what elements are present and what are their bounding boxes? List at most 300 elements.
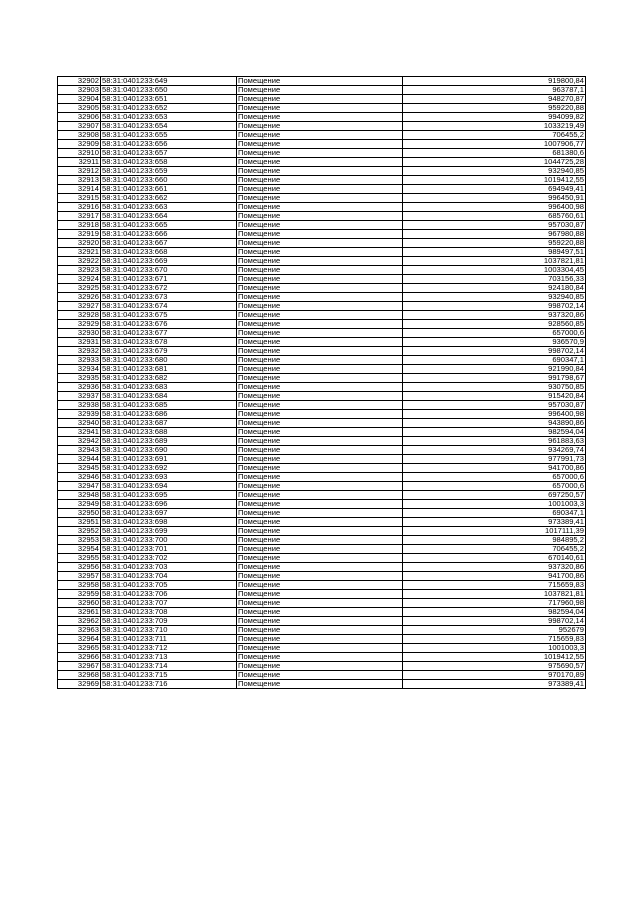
- cadastral-value-cell: 957030,87: [403, 401, 586, 410]
- cadastral-number-cell: 58:31:0401233:684: [101, 392, 237, 401]
- cadastral-number-cell: 58:31:0401233:688: [101, 428, 237, 437]
- cadastral-table: [57, 76, 586, 689]
- cadastral-number-cell: 58:31:0401233:660: [101, 176, 237, 185]
- cadastral-value-cell: 1019412,55: [403, 176, 586, 185]
- row-number-cell: 32950: [58, 509, 101, 518]
- cadastral-number-cell: 58:31:0401233:698: [101, 518, 237, 527]
- object-type-cell: Помещение: [237, 302, 403, 311]
- row-number-cell: 32939: [58, 410, 101, 419]
- row-number-cell: 32920: [58, 239, 101, 248]
- cadastral-value-cell: 681380,6: [403, 149, 586, 158]
- table-body: [58, 77, 586, 689]
- row-number-cell: 32902: [58, 77, 101, 86]
- cadastral-number-cell: 58:31:0401233:676: [101, 320, 237, 329]
- row-number-cell: 32915: [58, 194, 101, 203]
- table-row: [58, 311, 586, 320]
- cadastral-value-cell: 996400,98: [403, 203, 586, 212]
- cadastral-number-cell: 58:31:0401233:703: [101, 563, 237, 572]
- row-number-cell: 32935: [58, 374, 101, 383]
- row-number-cell: 32925: [58, 284, 101, 293]
- cadastral-number-cell: 58:31:0401233:667: [101, 239, 237, 248]
- object-type-cell: Помещение: [237, 437, 403, 446]
- row-number-cell: 32909: [58, 140, 101, 149]
- object-type-cell: Помещение: [237, 320, 403, 329]
- object-type-cell: Помещение: [237, 518, 403, 527]
- table-row: [58, 374, 586, 383]
- row-number-cell: 32916: [58, 203, 101, 212]
- cadastral-number-cell: 58:31:0401233:654: [101, 122, 237, 131]
- table-row: [58, 410, 586, 419]
- row-number-cell: 32908: [58, 131, 101, 140]
- object-type-cell: Помещение: [237, 680, 403, 689]
- table-row: [58, 239, 586, 248]
- object-type-cell: Помещение: [237, 500, 403, 509]
- table-row: [58, 167, 586, 176]
- cadastral-number-cell: 58:31:0401233:693: [101, 473, 237, 482]
- row-number-cell: 32960: [58, 599, 101, 608]
- cadastral-number-cell: 58:31:0401233:706: [101, 590, 237, 599]
- cadastral-number-cell: 58:31:0401233:675: [101, 311, 237, 320]
- cadastral-value-cell: 694949,41: [403, 185, 586, 194]
- cadastral-number-cell: 58:31:0401233:691: [101, 455, 237, 464]
- table-row: [58, 302, 586, 311]
- cadastral-number-cell: 58:31:0401233:663: [101, 203, 237, 212]
- cadastral-value-cell: 657000,6: [403, 329, 586, 338]
- cadastral-number-cell: 58:31:0401233:715: [101, 671, 237, 680]
- table-row: [58, 599, 586, 608]
- object-type-cell: Помещение: [237, 410, 403, 419]
- row-number-cell: 32924: [58, 275, 101, 284]
- cadastral-number-cell: 58:31:0401233:678: [101, 338, 237, 347]
- row-number-cell: 32953: [58, 536, 101, 545]
- row-number-cell: 32910: [58, 149, 101, 158]
- cadastral-value-cell: 998702,14: [403, 617, 586, 626]
- table-row: [58, 653, 586, 662]
- cadastral-value-cell: 685760,61: [403, 212, 586, 221]
- cadastral-value-cell: 975690,57: [403, 662, 586, 671]
- object-type-cell: Помещение: [237, 662, 403, 671]
- table-row: [58, 122, 586, 131]
- table-row: [58, 257, 586, 266]
- table-row: [58, 356, 586, 365]
- table-row: [58, 86, 586, 95]
- cadastral-value-cell: 657000,6: [403, 473, 586, 482]
- cadastral-number-cell: 58:31:0401233:670: [101, 266, 237, 275]
- table-row: [58, 77, 586, 86]
- table-row: [58, 419, 586, 428]
- cadastral-value-cell: 703156,33: [403, 275, 586, 284]
- cadastral-value-cell: 941700,86: [403, 572, 586, 581]
- object-type-cell: Помещение: [237, 464, 403, 473]
- object-type-cell: Помещение: [237, 338, 403, 347]
- cadastral-value-cell: 998702,14: [403, 302, 586, 311]
- table-row: [58, 320, 586, 329]
- table-row: [58, 671, 586, 680]
- table-row: [58, 392, 586, 401]
- row-number-cell: 32962: [58, 617, 101, 626]
- object-type-cell: Помещение: [237, 329, 403, 338]
- row-number-cell: 32927: [58, 302, 101, 311]
- table-row: [58, 140, 586, 149]
- row-number-cell: 32966: [58, 653, 101, 662]
- object-type-cell: Помещение: [237, 545, 403, 554]
- object-type-cell: Помещение: [237, 563, 403, 572]
- object-type-cell: Помещение: [237, 599, 403, 608]
- row-number-cell: 32938: [58, 401, 101, 410]
- cadastral-value-cell: 996400,98: [403, 410, 586, 419]
- table-row: [58, 230, 586, 239]
- row-number-cell: 32954: [58, 545, 101, 554]
- object-type-cell: Помещение: [237, 590, 403, 599]
- cadastral-value-cell: 915420,84: [403, 392, 586, 401]
- cadastral-value-cell: 991798,67: [403, 374, 586, 383]
- cadastral-number-cell: 58:31:0401233:665: [101, 221, 237, 230]
- object-type-cell: Помещение: [237, 491, 403, 500]
- cadastral-number-cell: 58:31:0401233:656: [101, 140, 237, 149]
- cadastral-value-cell: 1007906,77: [403, 140, 586, 149]
- table-row: [58, 626, 586, 635]
- table-row: [58, 518, 586, 527]
- cadastral-number-cell: 58:31:0401233:685: [101, 401, 237, 410]
- table-row: [58, 95, 586, 104]
- cadastral-value-cell: 1044725,28: [403, 158, 586, 167]
- cadastral-value-cell: 989497,51: [403, 248, 586, 257]
- row-number-cell: 32923: [58, 266, 101, 275]
- table-row: [58, 617, 586, 626]
- cadastral-number-cell: 58:31:0401233:692: [101, 464, 237, 473]
- table-row: [58, 131, 586, 140]
- cadastral-value-cell: 1019412,55: [403, 653, 586, 662]
- object-type-cell: Помещение: [237, 653, 403, 662]
- table-row: [58, 545, 586, 554]
- cadastral-value-cell: 697250,57: [403, 491, 586, 500]
- row-number-cell: 32929: [58, 320, 101, 329]
- object-type-cell: Помещение: [237, 644, 403, 653]
- cadastral-value-cell: 715659,83: [403, 635, 586, 644]
- cadastral-number-cell: 58:31:0401233:700: [101, 536, 237, 545]
- object-type-cell: Помещение: [237, 554, 403, 563]
- table-row: [58, 347, 586, 356]
- cadastral-number-cell: 58:31:0401233:690: [101, 446, 237, 455]
- object-type-cell: Помещение: [237, 158, 403, 167]
- object-type-cell: Помещение: [237, 482, 403, 491]
- object-type-cell: Помещение: [237, 212, 403, 221]
- row-number-cell: 32956: [58, 563, 101, 572]
- table-row: [58, 104, 586, 113]
- cadastral-number-cell: 58:31:0401233:658: [101, 158, 237, 167]
- table-row: [58, 338, 586, 347]
- table-row: [58, 212, 586, 221]
- object-type-cell: Помещение: [237, 428, 403, 437]
- cadastral-value-cell: 932940,85: [403, 293, 586, 302]
- cadastral-number-cell: 58:31:0401233:716: [101, 680, 237, 689]
- object-type-cell: Помещение: [237, 311, 403, 320]
- table-row: [58, 293, 586, 302]
- row-number-cell: 32913: [58, 176, 101, 185]
- row-number-cell: 32967: [58, 662, 101, 671]
- cadastral-number-cell: 58:31:0401233:662: [101, 194, 237, 203]
- table-row: [58, 509, 586, 518]
- cadastral-number-cell: 58:31:0401233:683: [101, 383, 237, 392]
- cadastral-number-cell: 58:31:0401233:655: [101, 131, 237, 140]
- cadastral-number-cell: 58:31:0401233:710: [101, 626, 237, 635]
- cadastral-number-cell: 58:31:0401233:694: [101, 482, 237, 491]
- row-number-cell: 32955: [58, 554, 101, 563]
- row-number-cell: 32963: [58, 626, 101, 635]
- cadastral-number-cell: 58:31:0401233:697: [101, 509, 237, 518]
- row-number-cell: 32907: [58, 122, 101, 131]
- table-row: [58, 644, 586, 653]
- cadastral-number-cell: 58:31:0401233:682: [101, 374, 237, 383]
- cadastral-value-cell: 941700,86: [403, 464, 586, 473]
- cadastral-value-cell: 973389,41: [403, 680, 586, 689]
- cadastral-value-cell: 928560,85: [403, 320, 586, 329]
- cadastral-number-cell: 58:31:0401233:673: [101, 293, 237, 302]
- cadastral-number-cell: 58:31:0401233:687: [101, 419, 237, 428]
- row-number-cell: 32922: [58, 257, 101, 266]
- cadastral-number-cell: 58:31:0401233:657: [101, 149, 237, 158]
- cadastral-value-cell: 952679: [403, 626, 586, 635]
- object-type-cell: Помещение: [237, 446, 403, 455]
- cadastral-value-cell: 982594,04: [403, 608, 586, 617]
- table-row: [58, 446, 586, 455]
- cadastral-number-cell: 58:31:0401233:681: [101, 365, 237, 374]
- cadastral-number-cell: 58:31:0401233:701: [101, 545, 237, 554]
- cadastral-value-cell: 967980,88: [403, 230, 586, 239]
- object-type-cell: Помещение: [237, 230, 403, 239]
- cadastral-number-cell: 58:31:0401233:649: [101, 77, 237, 86]
- object-type-cell: Помещение: [237, 626, 403, 635]
- object-type-cell: Помещение: [237, 536, 403, 545]
- cadastral-value-cell: 715659,83: [403, 581, 586, 590]
- object-type-cell: Помещение: [237, 149, 403, 158]
- cadastral-number-cell: 58:31:0401233:712: [101, 644, 237, 653]
- cadastral-value-cell: 717960,98: [403, 599, 586, 608]
- cadastral-value-cell: 690347,1: [403, 356, 586, 365]
- object-type-cell: Помещение: [237, 131, 403, 140]
- row-number-cell: 32957: [58, 572, 101, 581]
- table-row: [58, 680, 586, 689]
- cadastral-number-cell: 58:31:0401233:695: [101, 491, 237, 500]
- cadastral-number-cell: 58:31:0401233:650: [101, 86, 237, 95]
- table-row: [58, 635, 586, 644]
- table-row: [58, 455, 586, 464]
- row-number-cell: 32917: [58, 212, 101, 221]
- object-type-cell: Помещение: [237, 293, 403, 302]
- row-number-cell: 32951: [58, 518, 101, 527]
- cadastral-value-cell: 937320,86: [403, 563, 586, 572]
- object-type-cell: Помещение: [237, 86, 403, 95]
- cadastral-value-cell: 973389,41: [403, 518, 586, 527]
- table-row: [58, 581, 586, 590]
- table-row: [58, 662, 586, 671]
- row-number-cell: 32928: [58, 311, 101, 320]
- cadastral-value-cell: 998702,14: [403, 347, 586, 356]
- cadastral-number-cell: 58:31:0401233:653: [101, 113, 237, 122]
- object-type-cell: Помещение: [237, 455, 403, 464]
- cadastral-value-cell: 959220,88: [403, 104, 586, 113]
- object-type-cell: Помещение: [237, 608, 403, 617]
- object-type-cell: Помещение: [237, 104, 403, 113]
- row-number-cell: 32921: [58, 248, 101, 257]
- object-type-cell: Помещение: [237, 401, 403, 410]
- cadastral-number-cell: 58:31:0401233:689: [101, 437, 237, 446]
- cadastral-value-cell: 1017111,39: [403, 527, 586, 536]
- row-number-cell: 32932: [58, 347, 101, 356]
- cadastral-value-cell: 1037821,81: [403, 257, 586, 266]
- row-number-cell: 32937: [58, 392, 101, 401]
- cadastral-value-cell: 924180,84: [403, 284, 586, 293]
- object-type-cell: Помещение: [237, 635, 403, 644]
- object-type-cell: Помещение: [237, 239, 403, 248]
- cadastral-value-cell: 1037821,81: [403, 590, 586, 599]
- cadastral-number-cell: 58:31:0401233:705: [101, 581, 237, 590]
- table-row: [58, 149, 586, 158]
- cadastral-value-cell: 919800,84: [403, 77, 586, 86]
- cadastral-value-cell: 706455,2: [403, 545, 586, 554]
- row-number-cell: 32947: [58, 482, 101, 491]
- table-row: [58, 329, 586, 338]
- object-type-cell: Помещение: [237, 581, 403, 590]
- row-number-cell: 32918: [58, 221, 101, 230]
- row-number-cell: 32949: [58, 500, 101, 509]
- row-number-cell: 32945: [58, 464, 101, 473]
- cadastral-value-cell: 970170,89: [403, 671, 586, 680]
- row-number-cell: 32926: [58, 293, 101, 302]
- cadastral-value-cell: 934269,74: [403, 446, 586, 455]
- cadastral-value-cell: 982594,04: [403, 428, 586, 437]
- row-number-cell: 32942: [58, 437, 101, 446]
- row-number-cell: 32968: [58, 671, 101, 680]
- table-row: [58, 401, 586, 410]
- object-type-cell: Помещение: [237, 221, 403, 230]
- object-type-cell: Помещение: [237, 185, 403, 194]
- row-number-cell: 32964: [58, 635, 101, 644]
- row-number-cell: 32948: [58, 491, 101, 500]
- cadastral-number-cell: 58:31:0401233:702: [101, 554, 237, 563]
- row-number-cell: 32952: [58, 527, 101, 536]
- table-row: [58, 491, 586, 500]
- object-type-cell: Помещение: [237, 473, 403, 482]
- cadastral-value-cell: 963787,1: [403, 86, 586, 95]
- cadastral-number-cell: 58:31:0401233:679: [101, 347, 237, 356]
- table-row: [58, 536, 586, 545]
- cadastral-number-cell: 58:31:0401233:696: [101, 500, 237, 509]
- cadastral-value-cell: 1001003,3: [403, 644, 586, 653]
- object-type-cell: Помещение: [237, 284, 403, 293]
- table-row: [58, 248, 586, 257]
- row-number-cell: 32936: [58, 383, 101, 392]
- object-type-cell: Помещение: [237, 77, 403, 86]
- cadastral-number-cell: 58:31:0401233:680: [101, 356, 237, 365]
- cadastral-number-cell: 58:31:0401233:699: [101, 527, 237, 536]
- table-row: [58, 185, 586, 194]
- cadastral-number-cell: 58:31:0401233:668: [101, 248, 237, 257]
- table-row: [58, 464, 586, 473]
- cadastral-value-cell: 948270,87: [403, 95, 586, 104]
- cadastral-number-cell: 58:31:0401233:709: [101, 617, 237, 626]
- cadastral-value-cell: 984895,2: [403, 536, 586, 545]
- table-row: [58, 113, 586, 122]
- cadastral-number-cell: 58:31:0401233:707: [101, 599, 237, 608]
- cadastral-number-cell: 58:31:0401233:704: [101, 572, 237, 581]
- object-type-cell: Помещение: [237, 572, 403, 581]
- object-type-cell: Помещение: [237, 509, 403, 518]
- row-number-cell: 32944: [58, 455, 101, 464]
- cadastral-value-cell: 957030,87: [403, 221, 586, 230]
- cadastral-value-cell: 961883,63: [403, 437, 586, 446]
- row-number-cell: 32933: [58, 356, 101, 365]
- row-number-cell: 32914: [58, 185, 101, 194]
- table-row: [58, 266, 586, 275]
- object-type-cell: Помещение: [237, 392, 403, 401]
- row-number-cell: 32911: [58, 158, 101, 167]
- table-row: [58, 608, 586, 617]
- cadastral-value-cell: 690347,1: [403, 509, 586, 518]
- cadastral-number-cell: 58:31:0401233:674: [101, 302, 237, 311]
- cadastral-number-cell: 58:31:0401233:652: [101, 104, 237, 113]
- cadastral-number-cell: 58:31:0401233:669: [101, 257, 237, 266]
- cadastral-value-cell: 670140,61: [403, 554, 586, 563]
- cadastral-value-cell: 706455,2: [403, 131, 586, 140]
- table-row: [58, 383, 586, 392]
- cadastral-number-cell: 58:31:0401233:666: [101, 230, 237, 239]
- table-row: [58, 203, 586, 212]
- table-row: [58, 284, 586, 293]
- row-number-cell: 32934: [58, 365, 101, 374]
- object-type-cell: Помещение: [237, 113, 403, 122]
- object-type-cell: Помещение: [237, 383, 403, 392]
- row-number-cell: 32940: [58, 419, 101, 428]
- table-row: [58, 482, 586, 491]
- row-number-cell: 32969: [58, 680, 101, 689]
- table-row: [58, 554, 586, 563]
- object-type-cell: Помещение: [237, 671, 403, 680]
- object-type-cell: Помещение: [237, 140, 403, 149]
- table-row: [58, 500, 586, 509]
- cadastral-number-cell: 58:31:0401233:661: [101, 185, 237, 194]
- object-type-cell: Помещение: [237, 275, 403, 284]
- cadastral-number-cell: 58:31:0401233:664: [101, 212, 237, 221]
- cadastral-value-cell: 930750,85: [403, 383, 586, 392]
- cadastral-number-cell: 58:31:0401233:711: [101, 635, 237, 644]
- cadastral-value-cell: 1033219,49: [403, 122, 586, 131]
- table-row: [58, 176, 586, 185]
- object-type-cell: Помещение: [237, 95, 403, 104]
- object-type-cell: Помещение: [237, 374, 403, 383]
- cadastral-number-cell: 58:31:0401233:651: [101, 95, 237, 104]
- cadastral-number-cell: 58:31:0401233:671: [101, 275, 237, 284]
- cadastral-number-cell: 58:31:0401233:708: [101, 608, 237, 617]
- cadastral-value-cell: 932940,85: [403, 167, 586, 176]
- object-type-cell: Помещение: [237, 167, 403, 176]
- row-number-cell: 32919: [58, 230, 101, 239]
- cadastral-value-cell: 977991,73: [403, 455, 586, 464]
- cadastral-value-cell: 994099,82: [403, 113, 586, 122]
- object-type-cell: Помещение: [237, 194, 403, 203]
- row-number-cell: 32958: [58, 581, 101, 590]
- table-row: [58, 437, 586, 446]
- row-number-cell: 32904: [58, 95, 101, 104]
- cadastral-value-cell: 921990,84: [403, 365, 586, 374]
- cadastral-value-cell: 1003304,45: [403, 266, 586, 275]
- table-row: [58, 158, 586, 167]
- cadastral-number-cell: 58:31:0401233:677: [101, 329, 237, 338]
- object-type-cell: Помещение: [237, 257, 403, 266]
- cadastral-number-cell: 58:31:0401233:686: [101, 410, 237, 419]
- table-row: [58, 194, 586, 203]
- object-type-cell: Помещение: [237, 203, 403, 212]
